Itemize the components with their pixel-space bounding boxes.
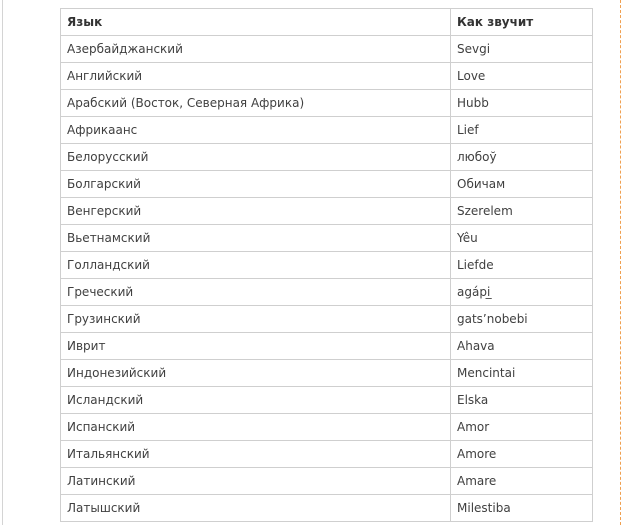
language-cell: Итальянский [61, 441, 451, 468]
table-row [61, 252, 593, 279]
table-row [61, 198, 593, 225]
language-cell: Белорусский [61, 144, 451, 171]
table-row [61, 441, 593, 468]
pronunciation-cell: Yêu [451, 225, 593, 252]
pronunciation-cell: Milestiba [451, 495, 593, 522]
language-cell: Иврит [61, 333, 451, 360]
table-row [61, 414, 593, 441]
table-header-row [61, 9, 593, 36]
table-row [61, 387, 593, 414]
table-body [61, 36, 593, 522]
pronunciation-cell: Ahava [451, 333, 593, 360]
language-cell: Латышский [61, 495, 451, 522]
table-row [61, 171, 593, 198]
language-table [60, 8, 593, 522]
table-row [61, 306, 593, 333]
language-cell: Африкаанс [61, 117, 451, 144]
pronunciation-cell: Amare [451, 468, 593, 495]
column-header-language: Язык [61, 9, 451, 36]
language-cell: Индонезийский [61, 360, 451, 387]
pronunciation-cell: Amore [451, 441, 593, 468]
language-cell: Грузинский [61, 306, 451, 333]
pronunciation-cell: Lief [451, 117, 593, 144]
table-row [61, 117, 593, 144]
language-cell: Венгерский [61, 198, 451, 225]
left-border-line [2, 0, 3, 525]
language-cell: Латинский [61, 468, 451, 495]
table-row [61, 36, 593, 63]
table-row [61, 225, 593, 252]
table-row [61, 360, 593, 387]
language-cell: Английский [61, 63, 451, 90]
language-cell: Арабский (Восток, Северная Африка) [61, 90, 451, 117]
language-cell: Испанский [61, 414, 451, 441]
table-row [61, 495, 593, 522]
pronunciation-cell: Love [451, 63, 593, 90]
pronunciation-cell: Hubb [451, 90, 593, 117]
table-row [61, 333, 593, 360]
language-cell: Вьетнамский [61, 225, 451, 252]
language-cell: Греческий [61, 279, 451, 306]
table-row [61, 90, 593, 117]
pronunciation-cell: agápi̲ [451, 279, 593, 306]
pronunciation-cell: Liefde [451, 252, 593, 279]
language-cell: Голландский [61, 252, 451, 279]
column-header-pronunciation: Как звучит [451, 9, 593, 36]
pronunciation-cell: любоў [451, 144, 593, 171]
pronunciation-cell: Amor [451, 414, 593, 441]
pronunciation-cell: Sevgi [451, 36, 593, 63]
pronunciation-cell: gats’nobebi [451, 306, 593, 333]
table-row [61, 63, 593, 90]
table-row [61, 468, 593, 495]
language-cell: Болгарский [61, 171, 451, 198]
pronunciation-cell: Обичам [451, 171, 593, 198]
pronunciation-cell: Elska [451, 387, 593, 414]
table-row [61, 144, 593, 171]
pronunciation-cell: Mencintai [451, 360, 593, 387]
table-row [61, 279, 593, 306]
pronunciation-cell: Szerelem [451, 198, 593, 225]
language-cell: Азербайджанский [61, 36, 451, 63]
language-cell: Исландский [61, 387, 451, 414]
right-dashed-border-line [620, 0, 621, 525]
